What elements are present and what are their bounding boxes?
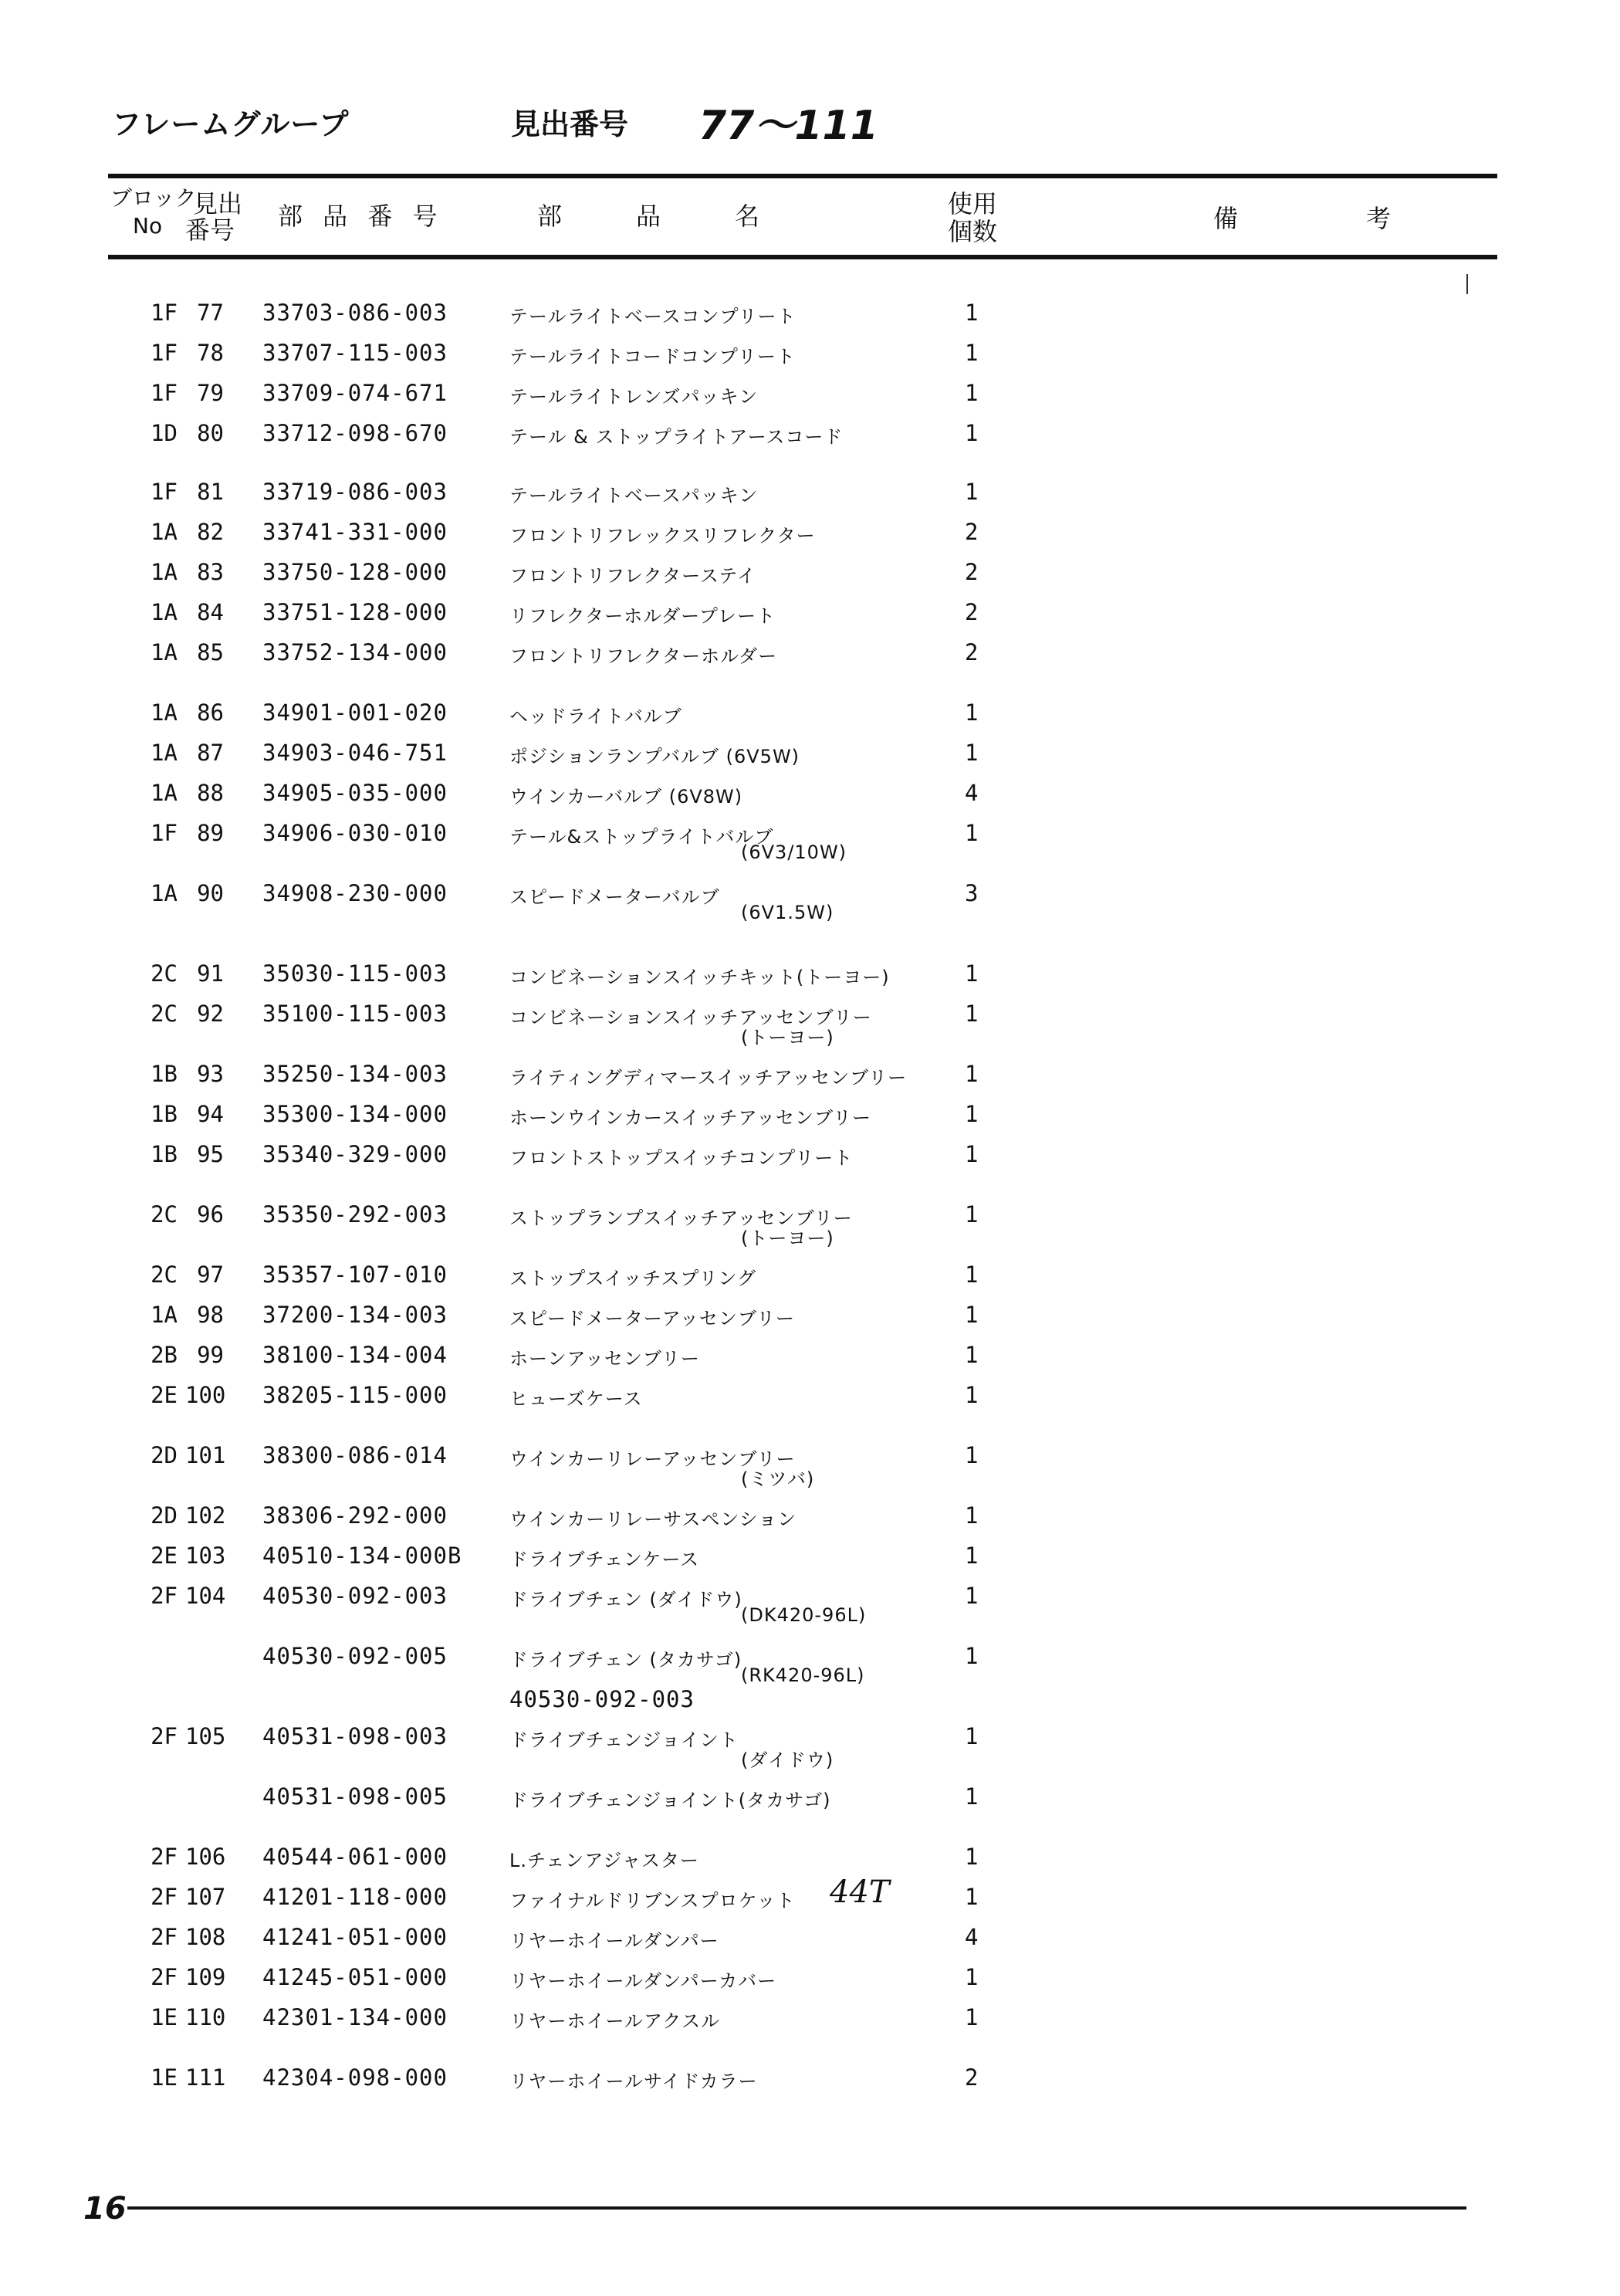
part-number: 41201-118-000	[262, 1884, 448, 1910]
table-row	[0, 1001, 1620, 1048]
quantity: 1	[965, 300, 979, 326]
part-name: ライティングディマースイッチアッセンブリー	[509, 1067, 908, 1089]
part-name: リヤーホイールダンパー	[509, 1930, 719, 1952]
part-name: ウインカーリレーアッセンブリー	[509, 1448, 796, 1470]
col-part-no: 部 品 番 号	[278, 201, 444, 231]
index-no: 85	[197, 639, 224, 665]
quantity: 1	[965, 1001, 979, 1027]
table-row	[0, 1502, 1620, 1529]
block-no: 2F	[151, 1924, 178, 1950]
quantity: 2	[965, 599, 979, 625]
block-no: 2F	[151, 1583, 178, 1609]
index-no: 92	[197, 1001, 224, 1027]
part-number: 40530-092-005	[262, 1643, 448, 1669]
block-no: 1E	[151, 2064, 178, 2091]
index-no: 90	[197, 880, 224, 906]
part-name: リフレクターホルダープレート	[509, 605, 776, 627]
index-no: 84	[197, 599, 224, 625]
part-name: ドライブチェン (ダイドウ)	[509, 1589, 742, 1610]
part-name: コンビネーションスイッチキット(トーヨー)	[509, 967, 890, 988]
part-number: 34905-035-000	[262, 780, 448, 806]
index-no: 103	[185, 1543, 226, 1569]
quantity: 1	[965, 699, 979, 726]
quantity: 1	[965, 1442, 979, 1468]
quantity: 1	[965, 420, 979, 446]
table-row	[0, 1543, 1620, 1569]
part-name: スピードメーターバルブ	[509, 886, 720, 908]
part-name: テールライトレンズパッキン	[509, 386, 759, 408]
part-number: 35250-134-003	[262, 1061, 448, 1087]
table-row	[0, 880, 1620, 923]
col-qty-bottom: 個数	[948, 217, 998, 246]
index-no: 99	[197, 1342, 224, 1368]
table-row	[0, 2004, 1620, 2030]
part-number: 33703-086-003	[262, 300, 448, 326]
page-number: 16	[83, 2191, 127, 2227]
col-part-name: 部 品 名	[537, 201, 760, 231]
index-no: 83	[197, 559, 224, 585]
part-number: 35357-107-010	[262, 1261, 448, 1288]
index-no: 95	[197, 1141, 224, 1167]
table-row	[0, 1924, 1620, 1950]
part-name: L.チェンアジャスター	[509, 1850, 699, 1871]
table-row	[0, 1101, 1620, 1127]
quantity: 1	[965, 1844, 979, 1870]
quantity: 2	[965, 519, 979, 545]
part-name: ヒューズケース	[509, 1388, 643, 1410]
index-no: 110	[185, 2004, 226, 2030]
table-row	[0, 1583, 1620, 1626]
table-row	[0, 740, 1620, 766]
part-name: テールライトベースコンプリート	[509, 306, 796, 327]
part-spec: (6V3/10W)	[741, 842, 847, 863]
table-row	[0, 960, 1620, 987]
block-no: 1A	[151, 780, 178, 806]
index-no: 109	[185, 1964, 226, 1990]
quantity: 1	[965, 1502, 979, 1529]
part-name: ストップスイッチスプリング	[509, 1268, 756, 1289]
block-no: 1A	[151, 880, 178, 906]
part-number: 38300-086-014	[262, 1442, 448, 1468]
part-name: スピードメーターアッセンブリー	[509, 1308, 795, 1329]
part-number: 33751-128-000	[262, 599, 448, 625]
index-no: 100	[185, 1382, 226, 1408]
margin-tick	[1466, 274, 1468, 294]
table-row	[0, 1382, 1620, 1408]
part-name: リヤーホイールダンパーカバー	[509, 1970, 777, 1992]
index-no: 94	[197, 1101, 224, 1127]
col-no: No	[133, 213, 163, 239]
block-no: 2B	[151, 1342, 178, 1368]
part-number: 41245-051-000	[262, 1964, 448, 1990]
part-name: ファイナルドリブンスプロケット	[509, 1890, 796, 1912]
block-no: 1A	[151, 699, 178, 726]
block-no: 2C	[151, 1261, 178, 1288]
table-row	[0, 820, 1620, 863]
part-number: 34908-230-000	[262, 880, 448, 906]
part-name: テールライトベースパッキン	[509, 485, 759, 506]
table-row	[0, 1874, 1620, 1912]
part-number: 34901-001-020	[262, 699, 448, 726]
quantity: 1	[965, 1783, 979, 1810]
part-spec: (ミツバ)	[741, 1468, 815, 1490]
part-name: リヤーホイールアクスル	[509, 2010, 721, 2032]
table-row	[0, 559, 1620, 585]
index-no: 78	[197, 340, 224, 366]
part-number: 40544-061-000	[262, 1844, 448, 1870]
quantity: 1	[965, 479, 979, 505]
index-no: 77	[197, 300, 224, 326]
block-no: 2F	[151, 1844, 178, 1870]
table-row	[0, 1643, 1620, 1712]
top-rule	[108, 174, 1497, 178]
part-number: 40510-134-000B	[262, 1543, 462, 1569]
part-number: 35350-292-003	[262, 1201, 448, 1228]
part-name: ドライブチェンジョイント(タカサゴ)	[509, 1790, 831, 1811]
quantity: 1	[965, 2004, 979, 2030]
block-no: 1A	[151, 519, 178, 545]
quantity: 1	[965, 1884, 979, 1910]
index-label: 見出番号	[511, 107, 629, 141]
part-number: 41241-051-000	[262, 1924, 448, 1950]
index-no: 93	[197, 1061, 224, 1087]
part-number: 33707-115-003	[262, 340, 448, 366]
index-no: 79	[197, 380, 224, 406]
part-name: ウインカーリレーサスペンション	[509, 1509, 797, 1530]
part-spec: (RK420-96L)	[741, 1664, 865, 1686]
index-no: 89	[197, 820, 224, 846]
block-no: 1A	[151, 639, 178, 665]
table-row	[0, 420, 1620, 446]
table-row	[0, 780, 1620, 806]
part-number: 35100-115-003	[262, 1001, 448, 1027]
index-no: 96	[197, 1201, 224, 1228]
quantity: 1	[965, 1342, 979, 1368]
table-row	[0, 639, 1620, 665]
part-name: リヤーホイールサイドカラー	[509, 2071, 758, 2092]
quantity: 2	[965, 559, 979, 585]
index-no: 105	[185, 1723, 226, 1749]
quantity: 1	[965, 1201, 979, 1228]
table-row	[0, 1723, 1620, 1771]
index-no: 101	[185, 1442, 226, 1468]
quantity: 1	[965, 1061, 979, 1087]
group-title: フレームグループ	[112, 107, 350, 141]
part-spec: (トーヨー)	[741, 1228, 834, 1249]
part-name: フロントリフレクターホルダー	[509, 645, 778, 667]
quantity: 4	[965, 1924, 979, 1950]
part-number: 38205-115-000	[262, 1382, 448, 1408]
quantity: 1	[965, 1643, 979, 1669]
block-no: 2E	[151, 1543, 178, 1569]
part-number: 33719-086-003	[262, 479, 448, 505]
block-no: 1A	[151, 1302, 178, 1328]
part-name: コンビネーションスイッチアッセンブリー	[509, 1007, 872, 1028]
part-number: 37200-134-003	[262, 1302, 448, 1328]
quantity: 3	[965, 880, 979, 906]
table-row	[0, 1061, 1620, 1087]
part-name: ポジションランプバルブ (6V5W)	[509, 746, 800, 767]
part-number: 40531-098-005	[262, 1783, 448, 1810]
part-number: 33750-128-000	[262, 559, 448, 585]
handwritten-note: 44T	[830, 1874, 890, 1910]
part-number: 38306-292-000	[262, 1502, 448, 1529]
part-number: 33752-134-000	[262, 639, 448, 665]
block-no: 2F	[151, 1964, 178, 1990]
col-qty-top: 使用	[948, 189, 998, 218]
quantity: 1	[965, 1302, 979, 1328]
table-row	[0, 300, 1620, 326]
index-no: 104	[185, 1583, 226, 1609]
index-no: 108	[185, 1924, 226, 1950]
part-number: 42301-134-000	[262, 2004, 448, 2030]
index-no: 88	[197, 780, 224, 806]
table-row	[0, 380, 1620, 406]
block-no: 1F	[151, 380, 178, 406]
table-row	[0, 1141, 1620, 1167]
quantity: 1	[965, 1543, 979, 1569]
quantity: 1	[965, 1723, 979, 1749]
index-range: 77～111	[698, 103, 878, 149]
block-no: 1B	[151, 1101, 178, 1127]
part-number: 42304-098-000	[262, 2064, 448, 2091]
part-name: ホーンウインカースイッチアッセンブリー	[509, 1107, 871, 1129]
index-no: 86	[197, 699, 224, 726]
block-no: 1F	[151, 300, 178, 326]
part-name: フロントリフレクターステイ	[509, 565, 756, 587]
table-row	[0, 699, 1620, 726]
table-row	[0, 1442, 1620, 1490]
part-number: 33741-331-000	[262, 519, 448, 545]
block-no: 1D	[151, 420, 178, 446]
part-name: ドライブチェン (タカサゴ)	[509, 1649, 742, 1671]
block-no: 1A	[151, 559, 178, 585]
index-no: 98	[197, 1302, 224, 1328]
table-row	[0, 599, 1620, 625]
block-no: 2C	[151, 1001, 178, 1027]
table-row	[0, 1844, 1620, 1870]
col-remarks-1: 備	[1213, 204, 1239, 233]
part-spec: (ダイドウ)	[741, 1749, 834, 1771]
index-no: 97	[197, 1261, 224, 1288]
index-no: 87	[197, 740, 224, 766]
index-no: 111	[185, 2064, 226, 2091]
index-no: 81	[197, 479, 224, 505]
block-no: 2C	[151, 1201, 178, 1228]
quantity: 2	[965, 2064, 979, 2091]
table-row	[0, 519, 1620, 545]
quantity: 4	[965, 780, 979, 806]
block-no: 1B	[151, 1061, 178, 1087]
block-no: 2D	[151, 1442, 178, 1468]
part-number: 34906-030-010	[262, 820, 448, 846]
quantity: 1	[965, 820, 979, 846]
part-name: テール&ストップライトバルブ	[509, 826, 774, 848]
block-no: 2F	[151, 1723, 178, 1749]
table-row	[0, 1783, 1620, 1810]
quantity: 2	[965, 639, 979, 665]
table-row	[0, 1342, 1620, 1368]
table-row	[0, 479, 1620, 505]
part-name: ストップランプスイッチアッセンブリー	[509, 1207, 853, 1229]
table-row	[0, 1201, 1620, 1249]
index-no: 80	[197, 420, 224, 446]
col-index-top: 見出	[193, 189, 243, 218]
quantity: 1	[965, 380, 979, 406]
table-row	[0, 1964, 1620, 1990]
col-remarks-2: 考	[1366, 204, 1392, 233]
quantity: 1	[965, 1141, 979, 1167]
part-number: 35340-329-000	[262, 1141, 448, 1167]
part-name: ヘッドライトバルブ	[509, 706, 682, 727]
part-spec: (DK420-96L)	[741, 1604, 867, 1626]
block-no: 1A	[151, 740, 178, 766]
index-no: 82	[197, 519, 224, 545]
part-number: 33712-098-670	[262, 420, 448, 446]
col-block: ブロック	[110, 185, 197, 211]
quantity: 1	[965, 740, 979, 766]
quantity: 1	[965, 1101, 979, 1127]
part-number: 35030-115-003	[262, 960, 448, 987]
index-no: 91	[197, 960, 224, 987]
part-number: 38100-134-004	[262, 1342, 448, 1368]
quantity: 1	[965, 1382, 979, 1408]
quantity: 1	[965, 340, 979, 366]
col-index-bottom: 番号	[185, 215, 235, 245]
part-number: 33709-074-671	[262, 380, 448, 406]
index-no: 107	[185, 1884, 226, 1910]
table-row	[0, 340, 1620, 366]
block-no: 1F	[151, 820, 178, 846]
block-no: 1E	[151, 2004, 178, 2030]
block-no: 1A	[151, 599, 178, 625]
block-no: 1F	[151, 340, 178, 366]
quantity: 1	[965, 1583, 979, 1609]
quantity: 1	[965, 1964, 979, 1990]
part-name: ホーンアッセンブリー	[509, 1348, 700, 1370]
table-row	[0, 2064, 1620, 2091]
part-spec: (6V1.5W)	[741, 902, 834, 923]
table-row	[0, 1261, 1620, 1288]
part-spec: (トーヨー)	[741, 1027, 834, 1048]
superseded-part-number: 40530-092-003	[509, 1686, 695, 1712]
part-name: テールライトコードコンプリート	[509, 346, 796, 367]
part-name: ドライブチェンケース	[509, 1549, 700, 1570]
part-name: フロントストップスイッチコンプリート	[509, 1147, 854, 1169]
part-number: 40530-092-003	[262, 1583, 448, 1609]
quantity: 1	[965, 960, 979, 987]
block-no: 2C	[151, 960, 178, 987]
block-no: 2F	[151, 1884, 178, 1910]
part-number: 34903-046-751	[262, 740, 448, 766]
index-no: 102	[185, 1502, 226, 1529]
part-number: 40531-098-003	[262, 1723, 448, 1749]
part-number: 35300-134-000	[262, 1101, 448, 1127]
header-rule	[108, 255, 1497, 259]
part-name: ドライブチェンジョイント	[509, 1729, 739, 1751]
block-no: 2E	[151, 1382, 178, 1408]
part-name: フロントリフレックスリフレクター	[509, 525, 816, 547]
block-no: 2D	[151, 1502, 178, 1529]
block-no: 1F	[151, 479, 178, 505]
footer-rule	[127, 2206, 1466, 2210]
block-no: 1B	[151, 1141, 178, 1167]
quantity: 1	[965, 1261, 979, 1288]
part-name: ウインカーバルブ (6V8W)	[509, 786, 743, 808]
index-no: 106	[185, 1844, 226, 1870]
table-row	[0, 1302, 1620, 1328]
part-name: テール & ストップライトアースコード	[509, 426, 844, 448]
